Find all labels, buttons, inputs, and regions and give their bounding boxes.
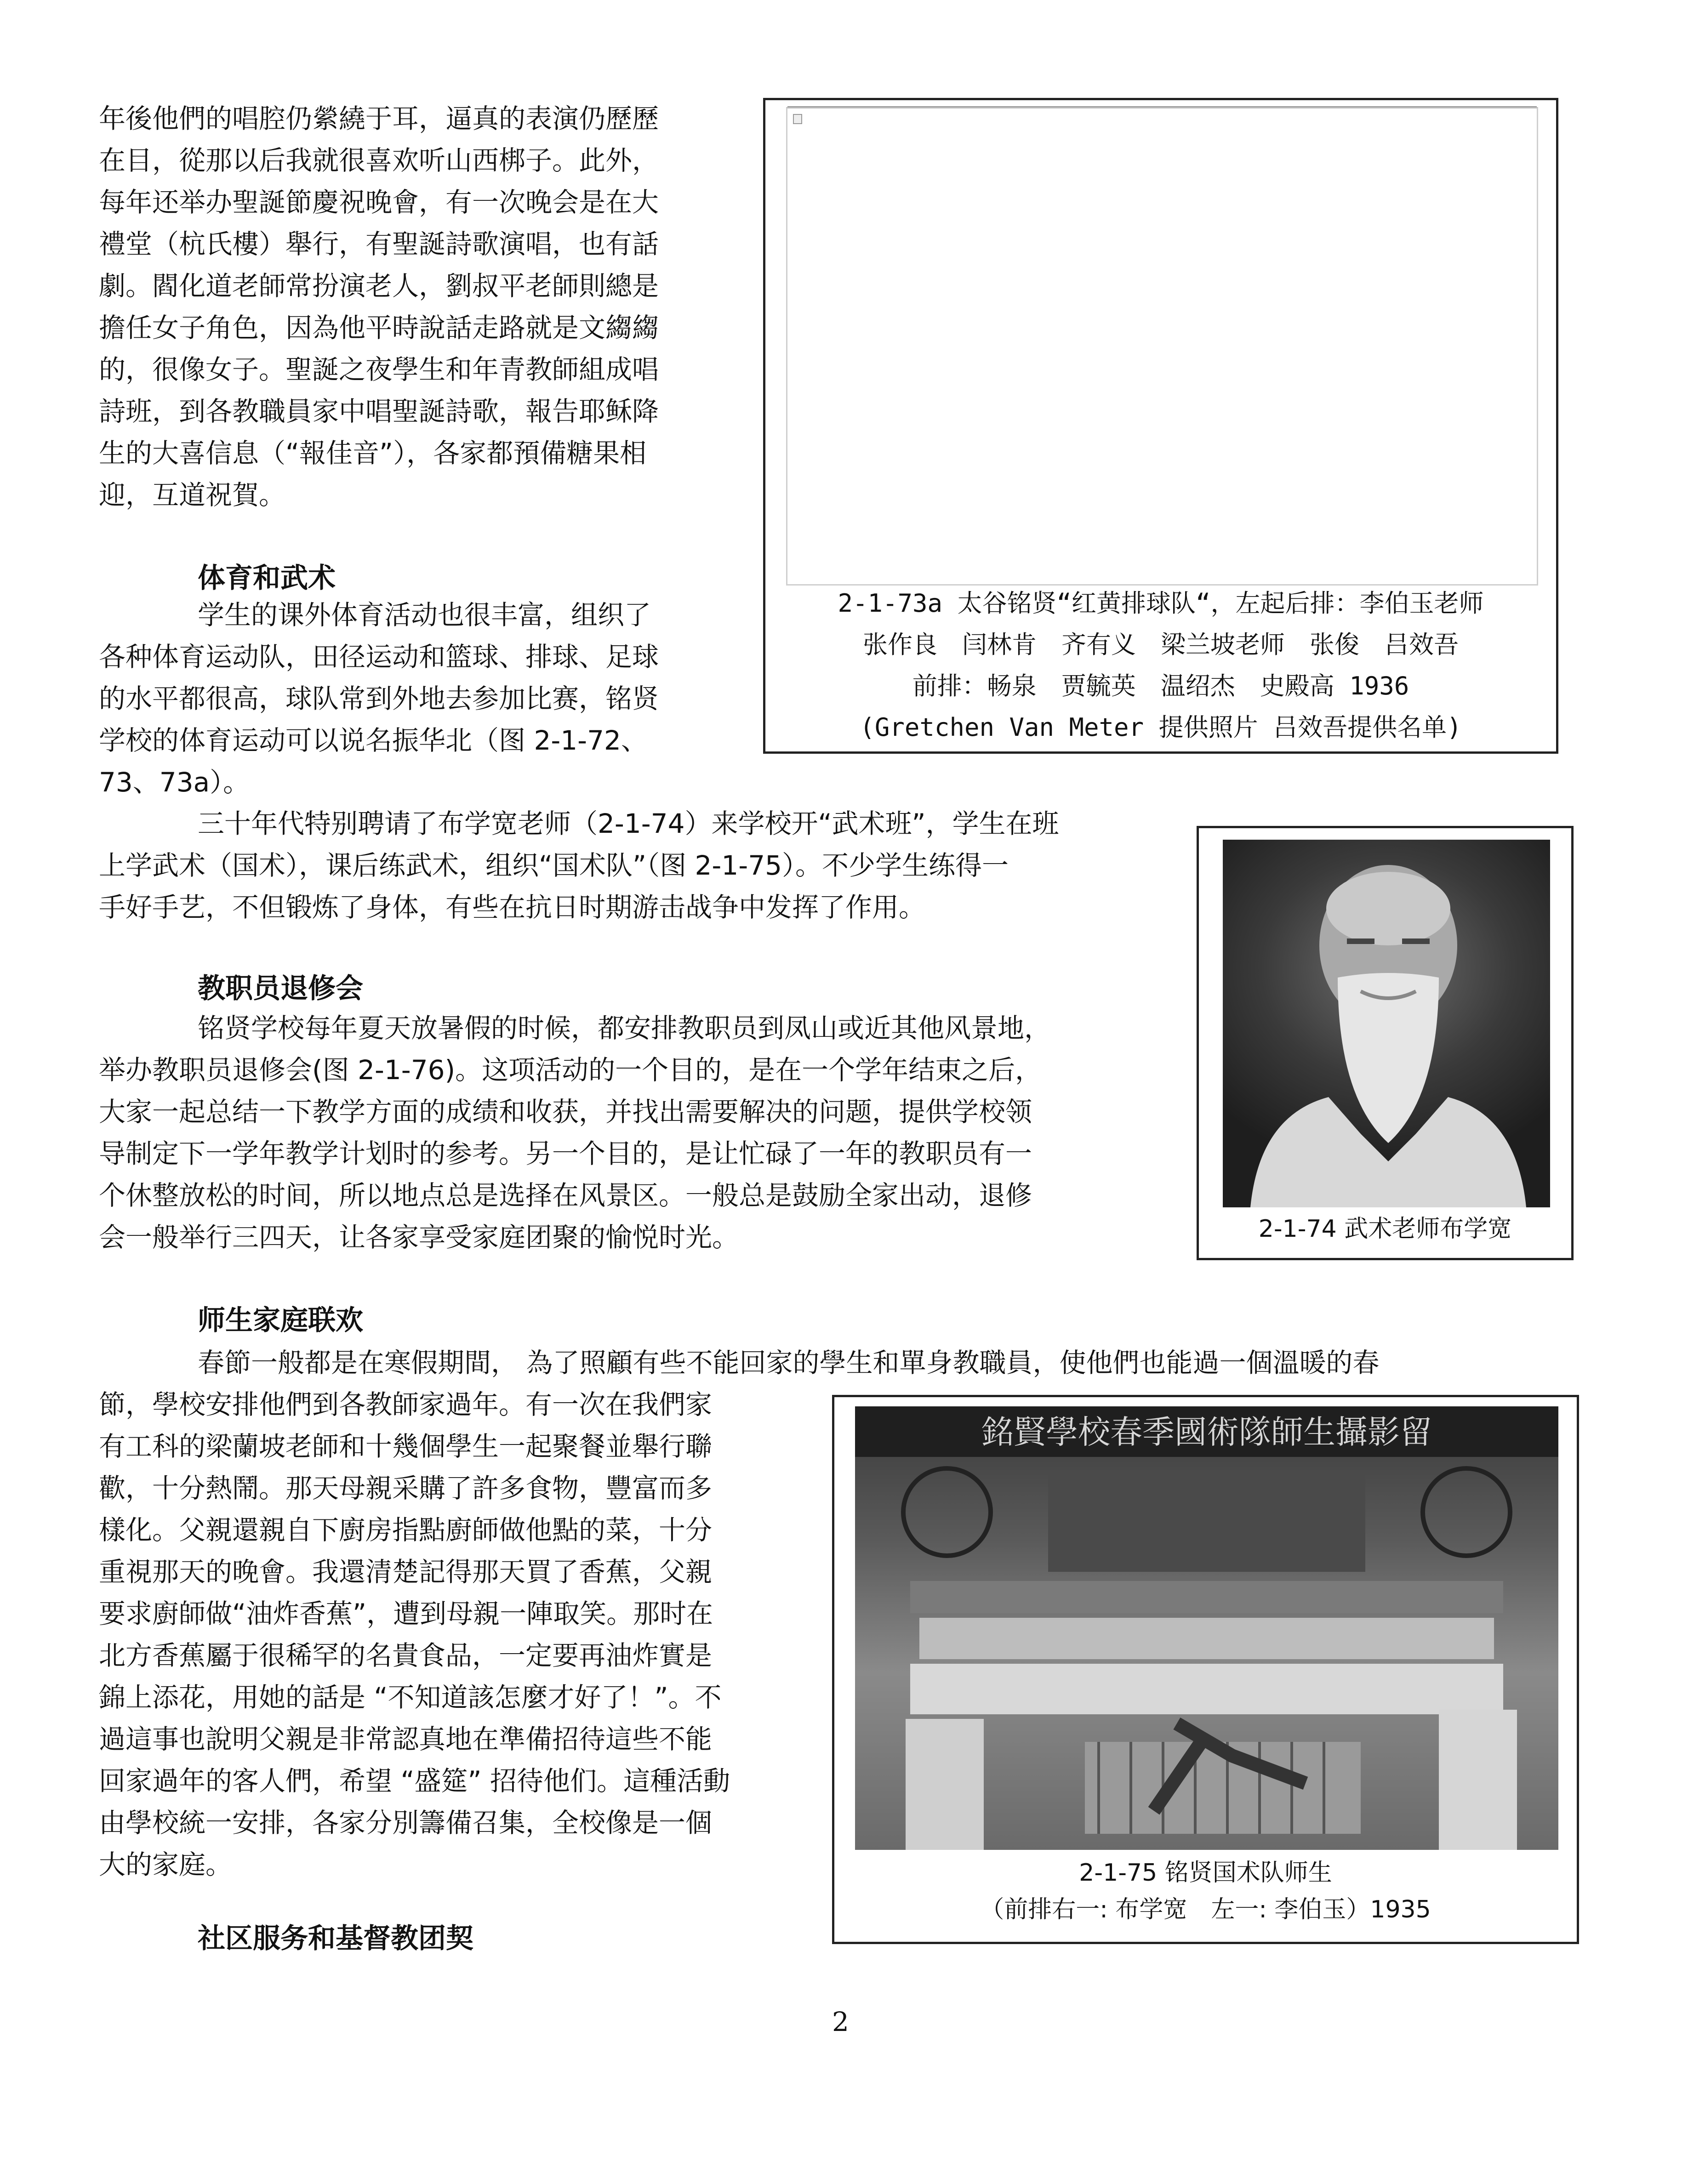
figure-73a-frame <box>763 98 1558 754</box>
sports-paragraph-1: 学生的课外体育活动也很丰富，组织了 各种体育运动队，田径运动和篮球、排球、足球 的水平都很高，球队常到外地去参加比赛，铭贤 学校的体育运动可以说名振华北（图 2-1-72、 73、73a）。 <box>99 599 659 798</box>
section-heading-family: 师生家庭联欢 <box>198 1304 363 1337</box>
figure-73a-caption: 2-1-73a 太谷铭贤“红黄排球队“，左起后排：李伯玉老师 张作良 闫林肯 齐有义 梁兰坡老师 张俊 吕效吾 前排：畅泉 贾毓英 温绍杰 史殿高 1936 (Gretchen Van Meter 提供照片 吕效吾提供名单) <box>838 589 1484 742</box>
team-photo-illustration <box>855 1406 1558 1850</box>
portrait-illustration <box>1223 840 1550 1207</box>
section-heading-retreat: 教职员退修会 <box>198 973 363 1005</box>
figure-75-caption: 2-1-75 铭贤国术队师生 （前排右一: 布学宽 左一: 李伯玉）1935 <box>980 1859 1431 1923</box>
family-first-line: 春節一般都是在寒假期間， 為了照顧有些不能回家的學生和單身教職員，使他們也能過一個溫暖的春 <box>198 1347 1380 1378</box>
retreat-paragraph: 铭贤学校每年夏天放暑假的时候，都安排教职员到凤山或近其他风景地， 举办教职员退修会(图 2-1-76)。这项活动的一个目的，是在一个学年结束之后， 大家一起总结一下教学方面的成绩和收获，并找出需要解决的问题，提供学校领 导制定下一学年教学计划时的参考。另一个目的，是让忙碌了一年的教职员有一 个休整放松的时间，所以地点总是选择在风景区。一般总是鼓励全家出动，退修 会一般举行三四天，让各家享受家庭团聚的愉悦时光。 <box>99 1012 1051 1253</box>
family-paragraph: 節，學校安排他們到各教師家過年。有一次在我們家 有工科的梁蘭坡老師和十幾個學生一起聚餐並舉行聯 歡，十分熱鬧。那天母親采購了許多食物，豐富而多 樣化。父親還親自下廚房指點廚師做他點的菜，十分 重視那天的晚會。我還清楚記得那天買了香蕉，父親 要求廚師做“油炸香蕉”，遭到母親一陣取笑。那时在 北方香蕉屬于很稀罕的名貴食品，一定要再油炸實是 錦上添花，用她的話是 “不知道該怎麼才好了！”。不 過這事也說明父親是非常認真地在準備招待這些不能 回家過年的客人們，希望 “盛筵” 招待他们。這種活動 由學校統一安排，各家分別籌備召集，全校像是一個 大的家庭。 <box>99 1389 730 1880</box>
broken-image-icon <box>793 114 802 124</box>
figure-74-caption: 2-1-74 武术老师布学宽 <box>1258 1215 1512 1243</box>
section-heading-community: 社区服务和基督教团契 <box>198 1922 473 1955</box>
figure-75-photo <box>855 1406 1558 1850</box>
figure-73a-image <box>786 107 1538 586</box>
section-heading-sports: 体育和武术 <box>198 562 336 594</box>
sports-paragraph-2: 三十年代特别聘请了布学宽老师（2-1-74）来学校开“武术班”，学生在班 上学武术（国术），课后练武术，组织“国术队”（图 2-1-75）。不少学生练得一 手好手艺，不但锻炼了身体，有些在抗日时期游击战争中发挥了作用。 <box>99 808 1059 923</box>
figure-75-frame <box>832 1395 1579 1944</box>
figure-73a-divider <box>787 106 1537 107</box>
figure-74-frame <box>1197 826 1574 1260</box>
page-number: 2 <box>832 2006 849 2037</box>
figure-74-photo <box>1223 840 1550 1207</box>
photo-banner-text: 銘賢學校春季國術隊師生攝影留 <box>981 1413 1432 1451</box>
top-paragraph: 年後他們的唱腔仍縈繞于耳，逼真的表演仍歷歷 在目，從那以后我就很喜欢听山西梆子。此外， 每年还举办聖誕節慶祝晚會，有一次晚会是在大 禮堂（杭氏樓）舉行，有聖誕詩歌演唱，也有話 劇。閻化道老師常扮演老人，劉叔平老師則總是 擔任女子角色，因為他平時說話走路就是文縐縐 的，很像女子。聖誕之夜學生和年青教師組成唱 詩班，到各教職員家中唱聖誕詩歌，報告耶稣降 生的大喜信息（“報佳音”），各家都預備糖果相 迎，互道祝賀。 <box>99 103 659 511</box>
